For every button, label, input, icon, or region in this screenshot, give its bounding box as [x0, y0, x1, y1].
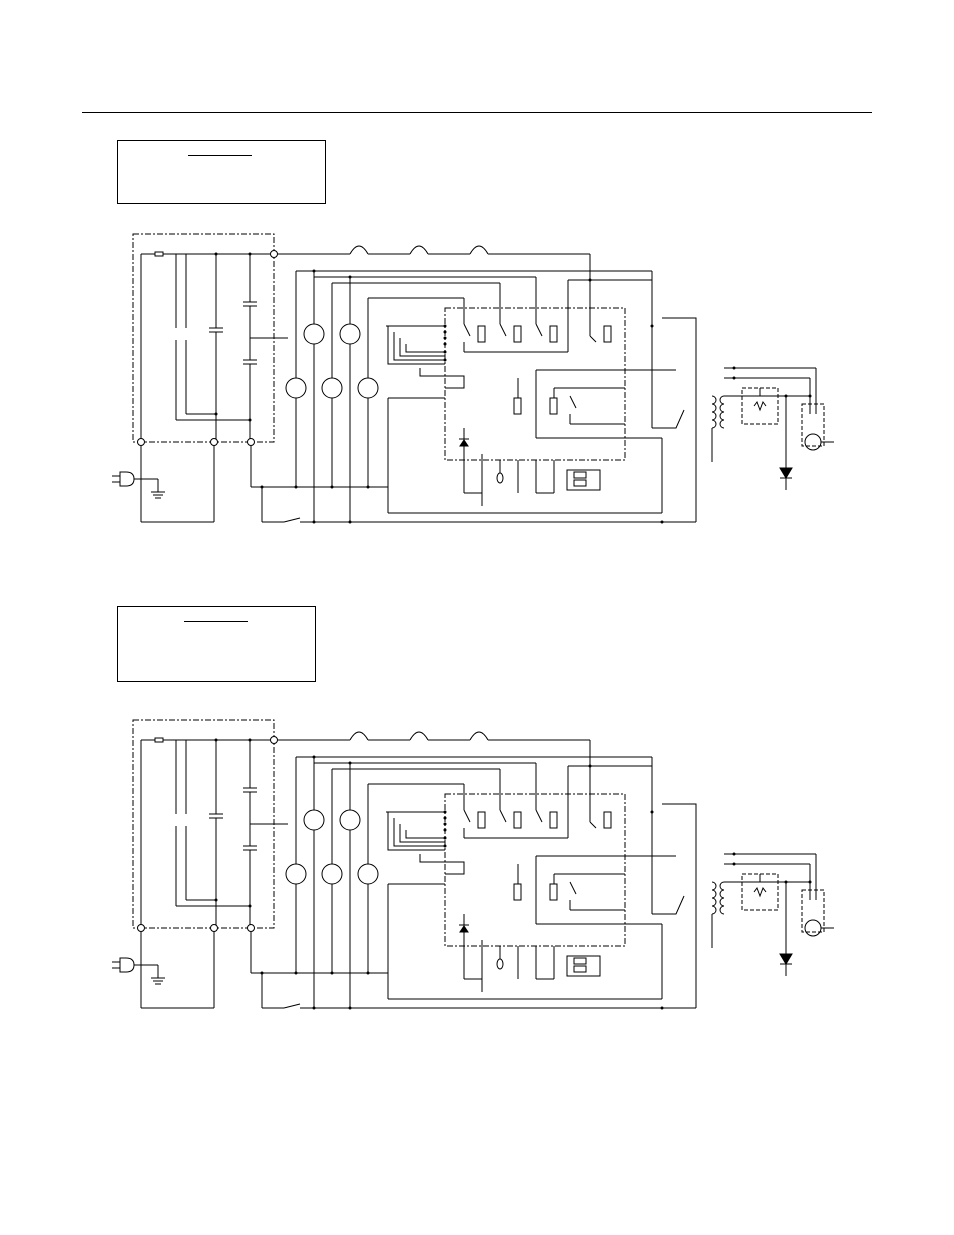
note-title-underline — [184, 621, 248, 622]
transformer-icon — [712, 396, 716, 428]
fuse-icon — [155, 738, 163, 742]
magnetron-icon — [805, 434, 821, 450]
plug-icon — [120, 472, 134, 486]
lamp-icon — [497, 473, 503, 483]
wiring-diagram-lower — [100, 714, 840, 1019]
motor-icon — [304, 324, 324, 344]
note-box-upper — [117, 140, 326, 204]
thermal-cutout-icon — [350, 246, 368, 254]
fuse-icon — [155, 252, 163, 256]
wiring-diagram-upper — [100, 228, 840, 533]
plug-icon — [120, 958, 134, 972]
relay-icon — [478, 326, 611, 342]
note-box-lower — [117, 606, 316, 682]
note-title-underline — [188, 155, 252, 156]
control-board — [445, 308, 625, 460]
header-rule — [82, 112, 872, 113]
